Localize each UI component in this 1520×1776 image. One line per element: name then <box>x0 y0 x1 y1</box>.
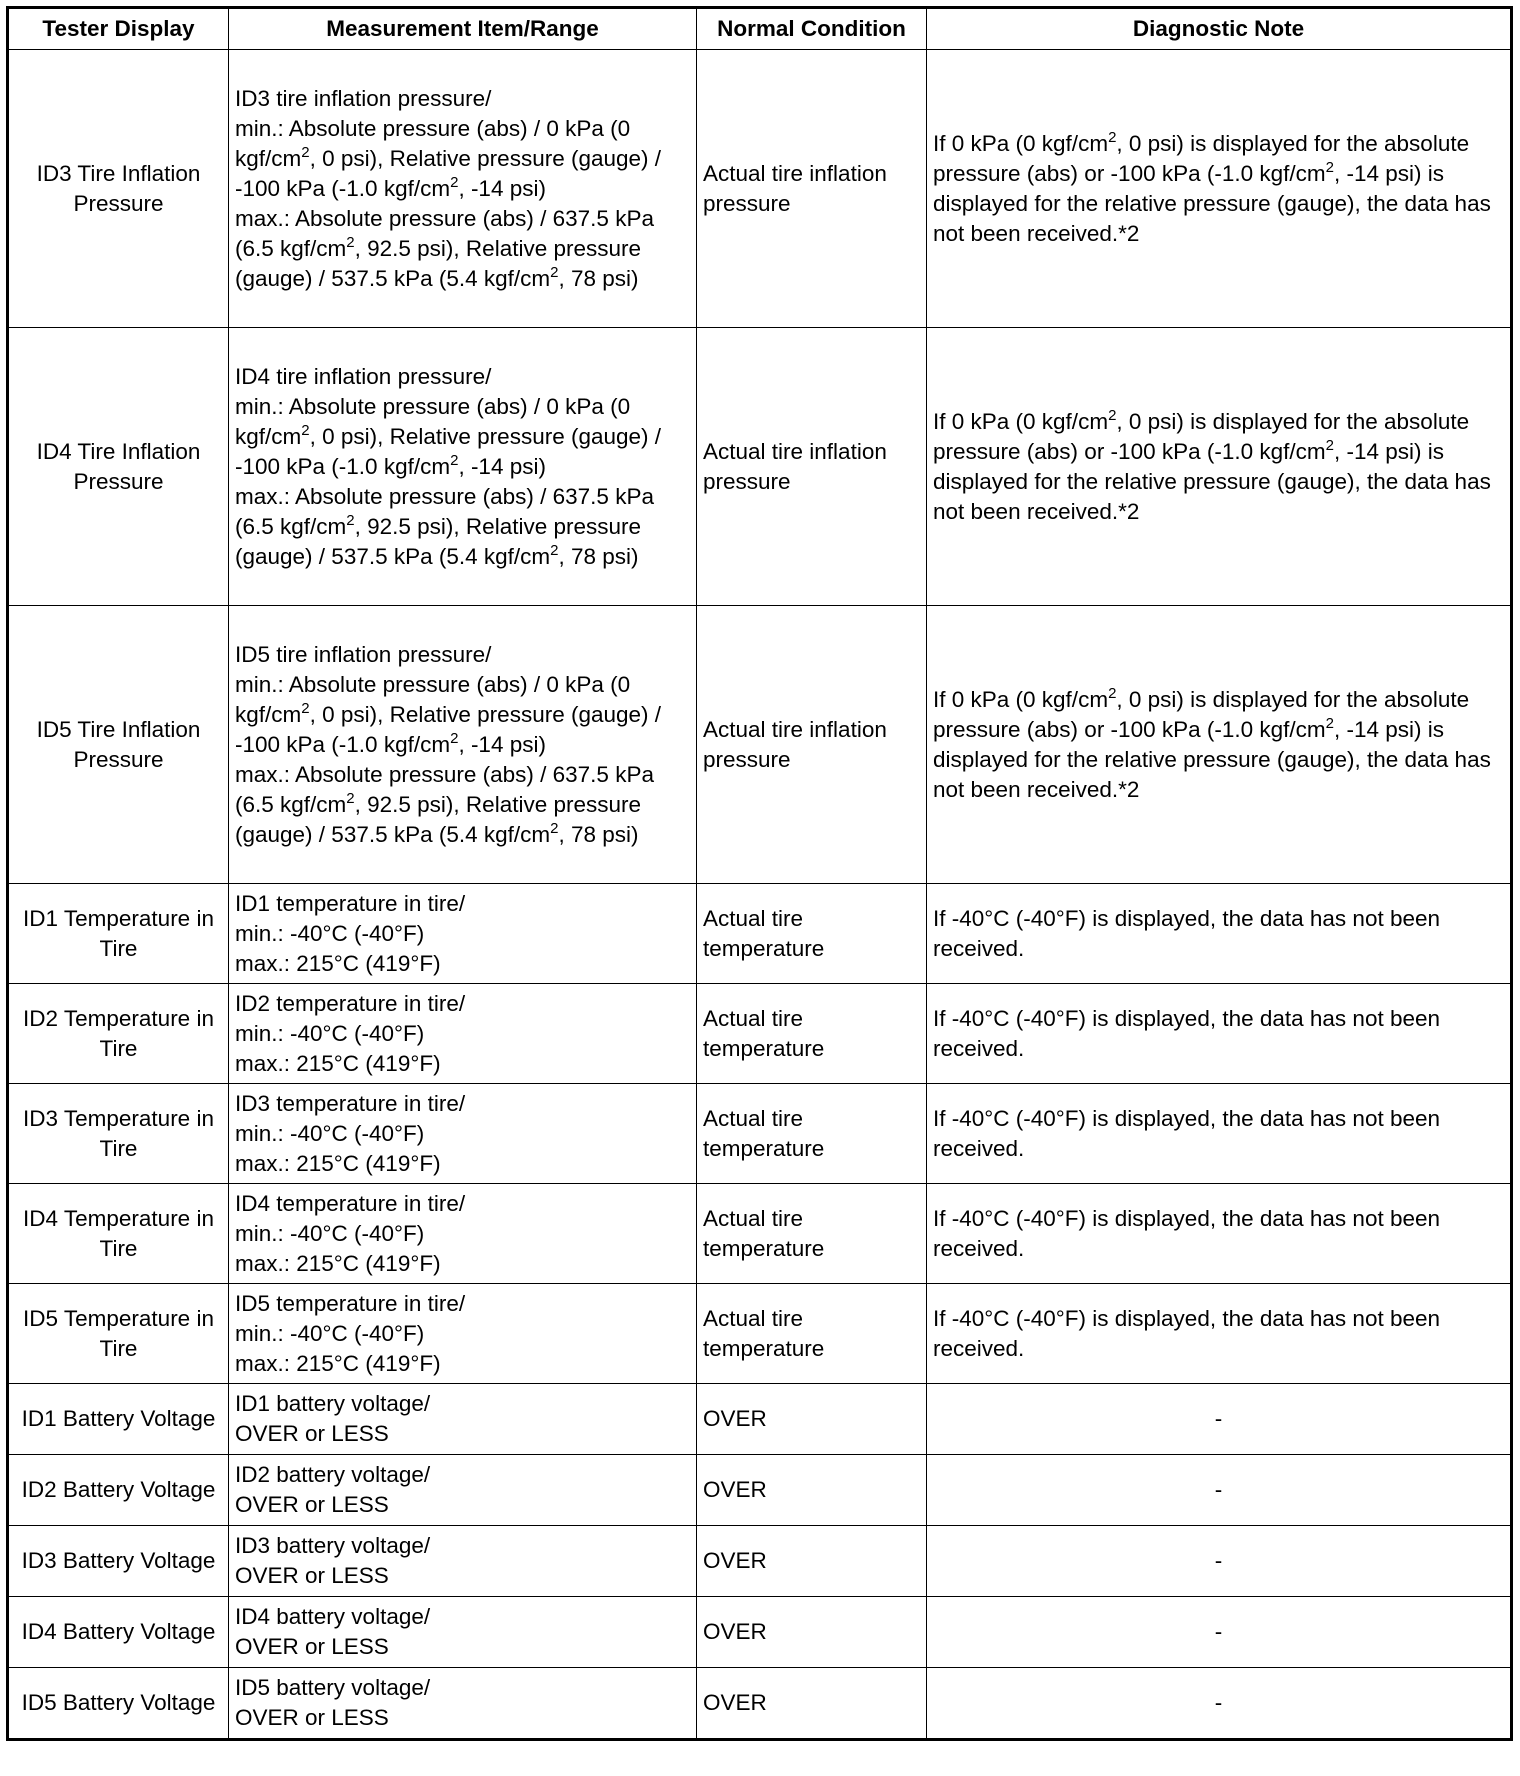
measurement-item-cell <box>229 328 697 606</box>
normal-condition-cell: Actual tire temperature <box>697 884 927 984</box>
measurement-item-cell <box>229 1526 697 1597</box>
min-range-text: min.: -40°C (-40°F) <box>235 920 425 946</box>
max-range-text: max.: 215°C (419°F) <box>235 1050 441 1076</box>
table-row <box>8 1597 1512 1668</box>
superscript: 2 <box>1108 128 1117 146</box>
measurement-item-cell <box>229 884 697 984</box>
note-text: If 0 kPa (0 kgf/cm <box>933 686 1109 712</box>
measurement-item-cell <box>229 50 697 328</box>
superscript: 2 <box>346 511 355 529</box>
measurement-item-cell <box>229 984 697 1084</box>
range-text: OVER or LESS <box>235 1705 389 1730</box>
diagnostic-note-cell: If -40°C (-40°F) is displayed, the data has not been received. <box>927 984 1512 1084</box>
item-title: ID5 temperature in tire/ <box>235 1290 466 1316</box>
min-range-text: min.: -40°C (-40°F) <box>235 1120 425 1146</box>
header-diagnostic-note: Diagnostic Note <box>927 8 1512 50</box>
max-range-text: , 78 psi) <box>558 821 639 847</box>
item-title: ID1 temperature in tire/ <box>235 890 466 916</box>
normal-condition-cell: Actual tire temperature <box>697 984 927 1084</box>
note-text: , -14 psi) is displayed for the relative pressure (gauge), the data has not been received.*2 <box>933 160 1491 246</box>
tester-display-cell: ID4 Temperature in Tire <box>8 1184 229 1284</box>
table-row <box>8 1084 1512 1184</box>
header-normal-condition: Normal Condition <box>697 8 927 50</box>
max-range-text: , 78 psi) <box>558 265 639 291</box>
range-text: OVER or LESS <box>235 1421 389 1446</box>
tester-display-cell: ID2 Battery Voltage <box>8 1455 229 1526</box>
min-range-text: min.: -40°C (-40°F) <box>235 1220 425 1246</box>
max-range-text: max.: 215°C (419°F) <box>235 950 441 976</box>
min-range-text: min.: Absolute pressure (abs) / 0 kPa (0 kgf/cm <box>235 393 631 449</box>
tester-display-cell: ID3 Battery Voltage <box>8 1526 229 1597</box>
tester-display-cell: ID1 Temperature in Tire <box>8 884 229 984</box>
header-row <box>8 8 1512 50</box>
table-row <box>8 606 1512 884</box>
superscript: 2 <box>301 143 310 161</box>
diagnostic-note-cell <box>927 606 1512 884</box>
max-range-text: , 92.5 psi), Relative pressure (gauge) / 537.5 kPa (5.4 kgf/cm <box>235 791 642 847</box>
max-range-text: max.: Absolute pressure (abs) / 637.5 kPa (6.5 kgf/cm <box>235 205 654 261</box>
diagnostic-note-cell: If -40°C (-40°F) is displayed, the data has not been received. <box>927 1184 1512 1284</box>
min-range-text: min.: Absolute pressure (abs) / 0 kPa (0 kgf/cm <box>235 671 631 727</box>
superscript: 2 <box>1108 684 1117 702</box>
item-title: ID5 tire inflation pressure/ <box>235 641 492 667</box>
item-title: ID2 temperature in tire/ <box>235 990 466 1016</box>
min-range-text: , 0 psi), Relative pressure (gauge) / -100 kPa (-1.0 kgf/cm <box>235 701 662 757</box>
item-title: ID1 battery voltage/ <box>235 1391 431 1416</box>
normal-condition-cell: OVER <box>697 1597 927 1668</box>
item-title: ID3 temperature in tire/ <box>235 1090 466 1116</box>
superscript: 2 <box>346 233 355 251</box>
diagnostic-note-cell: If -40°C (-40°F) is displayed, the data has not been received. <box>927 1084 1512 1184</box>
tester-display-cell: ID5 Temperature in Tire <box>8 1284 229 1384</box>
min-range-text: , 0 psi), Relative pressure (gauge) / -100 kPa (-1.0 kgf/cm <box>235 423 662 479</box>
table-row <box>8 884 1512 984</box>
table-row <box>8 1668 1512 1740</box>
diagnostic-note-cell: If -40°C (-40°F) is displayed, the data has not been received. <box>927 884 1512 984</box>
note-text: , 0 psi) is displayed for the absolute pressure (abs) or -100 kPa (-1.0 kgf/cm <box>933 130 1470 186</box>
min-range-text: min.: -40°C (-40°F) <box>235 1320 425 1346</box>
superscript: 2 <box>301 699 310 717</box>
normal-condition-cell: OVER <box>697 1384 927 1455</box>
superscript: 2 <box>1325 436 1334 454</box>
normal-condition-cell: OVER <box>697 1526 927 1597</box>
max-range-text: max.: 215°C (419°F) <box>235 1350 441 1376</box>
measurement-item-cell <box>229 1284 697 1384</box>
note-text: , -14 psi) is displayed for the relative pressure (gauge), the data has not been received.*2 <box>933 716 1491 802</box>
measurement-item-cell <box>229 1668 697 1740</box>
max-range-text: , 92.5 psi), Relative pressure (gauge) / 537.5 kPa (5.4 kgf/cm <box>235 513 642 569</box>
item-title: ID4 battery voltage/ <box>235 1604 431 1629</box>
diagnostic-note-cell: - <box>927 1384 1512 1455</box>
superscript: 2 <box>1325 714 1334 732</box>
diagnostic-note-cell: If -40°C (-40°F) is displayed, the data has not been received. <box>927 1284 1512 1384</box>
normal-condition-cell: Actual tire temperature <box>697 1284 927 1384</box>
tester-display-cell: ID1 Battery Voltage <box>8 1384 229 1455</box>
superscript: 2 <box>450 729 459 747</box>
measurement-item-cell <box>229 1597 697 1668</box>
max-range-text: max.: Absolute pressure (abs) / 637.5 kPa (6.5 kgf/cm <box>235 761 654 817</box>
page <box>6 6 1510 1741</box>
superscript: 2 <box>346 789 355 807</box>
superscript: 2 <box>450 451 459 469</box>
item-title: ID5 battery voltage/ <box>235 1675 431 1700</box>
normal-condition-cell: Actual tire inflation pressure <box>697 50 927 328</box>
table-row <box>8 1284 1512 1384</box>
item-title: ID3 tire inflation pressure/ <box>235 85 492 111</box>
diagnostic-note-cell: - <box>927 1455 1512 1526</box>
superscript: 2 <box>550 263 559 281</box>
superscript: 2 <box>450 173 459 191</box>
max-range-text: max.: 215°C (419°F) <box>235 1250 441 1276</box>
item-title: ID4 temperature in tire/ <box>235 1190 466 1216</box>
max-range-text: max.: 215°C (419°F) <box>235 1150 441 1176</box>
table-row <box>8 1184 1512 1284</box>
measurement-item-cell <box>229 1184 697 1284</box>
superscript: 2 <box>550 819 559 837</box>
diagnostic-note-cell <box>927 50 1512 328</box>
min-range-text: , 0 psi), Relative pressure (gauge) / -100 kPa (-1.0 kgf/cm <box>235 145 662 201</box>
max-range-text: , 92.5 psi), Relative pressure (gauge) / 537.5 kPa (5.4 kgf/cm <box>235 235 642 291</box>
header-measurement-item: Measurement Item/Range <box>229 8 697 50</box>
data-list-table <box>6 6 1513 1741</box>
normal-condition-cell: Actual tire inflation pressure <box>697 606 927 884</box>
normal-condition-cell: Actual tire temperature <box>697 1084 927 1184</box>
min-range-text: min.: -40°C (-40°F) <box>235 1020 425 1046</box>
item-title: ID3 battery voltage/ <box>235 1533 431 1558</box>
item-title: ID4 tire inflation pressure/ <box>235 363 492 389</box>
max-range-text: max.: Absolute pressure (abs) / 637.5 kPa (6.5 kgf/cm <box>235 483 654 539</box>
tester-display-cell: ID2 Temperature in Tire <box>8 984 229 1084</box>
note-text: If 0 kPa (0 kgf/cm <box>933 130 1109 156</box>
table-row <box>8 50 1512 328</box>
min-range-text: , -14 psi) <box>458 453 546 479</box>
normal-condition-cell: OVER <box>697 1668 927 1740</box>
note-text: , 0 psi) is displayed for the absolute pressure (abs) or -100 kPa (-1.0 kgf/cm <box>933 686 1470 742</box>
tester-display-cell: ID5 Tire Inflation Pressure <box>8 606 229 884</box>
tester-display-cell: ID3 Temperature in Tire <box>8 1084 229 1184</box>
tester-display-cell: ID4 Tire Inflation Pressure <box>8 328 229 606</box>
note-text: , -14 psi) is displayed for the relative pressure (gauge), the data has not been received.*2 <box>933 438 1491 524</box>
measurement-item-cell <box>229 1455 697 1526</box>
measurement-item-cell <box>229 1084 697 1184</box>
header-tester-display: Tester Display <box>8 8 229 50</box>
diagnostic-note-cell: - <box>927 1668 1512 1740</box>
note-text: , 0 psi) is displayed for the absolute pressure (abs) or -100 kPa (-1.0 kgf/cm <box>933 408 1470 464</box>
superscript: 2 <box>301 421 310 439</box>
diagnostic-note-cell: - <box>927 1597 1512 1668</box>
normal-condition-cell: Actual tire temperature <box>697 1184 927 1284</box>
measurement-item-cell <box>229 606 697 884</box>
table-row <box>8 1526 1512 1597</box>
normal-condition-cell: OVER <box>697 1455 927 1526</box>
diagnostic-note-cell <box>927 328 1512 606</box>
table-row <box>8 1455 1512 1526</box>
table-row <box>8 328 1512 606</box>
tester-display-cell: ID5 Battery Voltage <box>8 1668 229 1740</box>
normal-condition-cell: Actual tire inflation pressure <box>697 328 927 606</box>
table-row <box>8 984 1512 1084</box>
diagnostic-note-cell: - <box>927 1526 1512 1597</box>
range-text: OVER or LESS <box>235 1492 389 1517</box>
note-text: If 0 kPa (0 kgf/cm <box>933 408 1109 434</box>
range-text: OVER or LESS <box>235 1563 389 1588</box>
superscript: 2 <box>550 541 559 559</box>
table-row <box>8 1384 1512 1455</box>
min-range-text: min.: Absolute pressure (abs) / 0 kPa (0 kgf/cm <box>235 115 631 171</box>
min-range-text: , -14 psi) <box>458 731 546 757</box>
superscript: 2 <box>1108 406 1117 424</box>
max-range-text: , 78 psi) <box>558 543 639 569</box>
measurement-item-cell <box>229 1384 697 1455</box>
min-range-text: , -14 psi) <box>458 175 546 201</box>
tester-display-cell: ID4 Battery Voltage <box>8 1597 229 1668</box>
superscript: 2 <box>1325 158 1334 176</box>
range-text: OVER or LESS <box>235 1634 389 1659</box>
tester-display-cell: ID3 Tire Inflation Pressure <box>8 50 229 328</box>
item-title: ID2 battery voltage/ <box>235 1462 431 1487</box>
